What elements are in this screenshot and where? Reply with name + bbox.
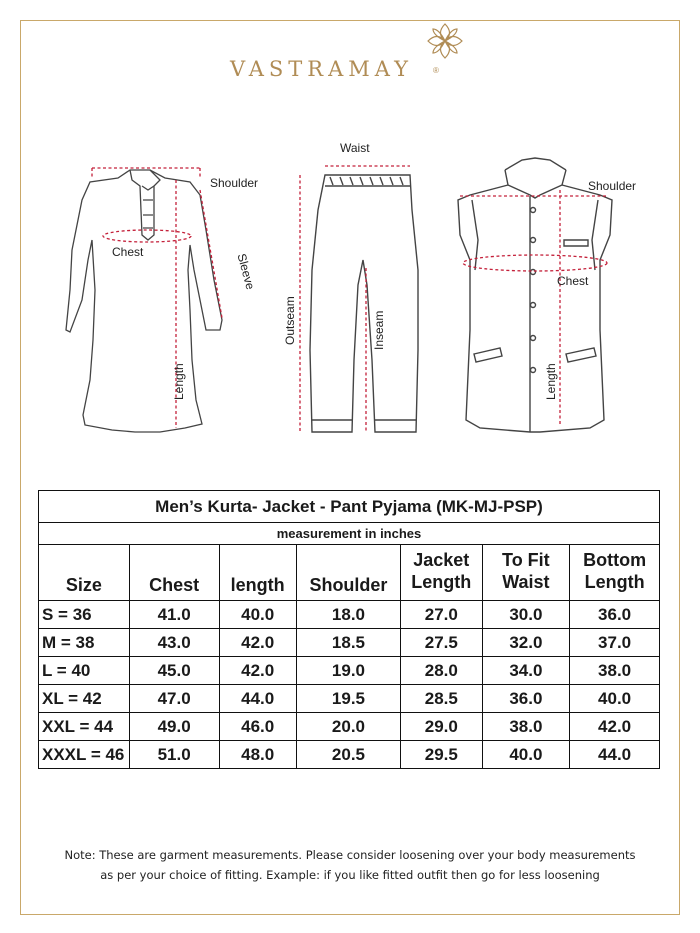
column-header [482,545,570,601]
measurement-cell: 49.0 [129,713,219,741]
measurement-cell: 19.0 [296,657,400,685]
column-header [570,545,660,601]
measurement-cell: 32.0 [482,629,570,657]
measurement-cell: 27.0 [401,601,482,629]
kurta-chest-label: Chest [112,245,144,259]
measurement-cell: 42.0 [570,713,660,741]
jacket-length-label: Length [544,363,558,400]
column-header-line1: Jacket [413,549,470,570]
measurement-cell: 30.0 [482,601,570,629]
column-header-line2: Length [584,571,645,592]
size-cell: XXXL = 46 [39,741,130,769]
column-header [129,545,219,601]
measurement-cell: 43.0 [129,629,219,657]
column-header [219,545,296,601]
measurement-cell: 37.0 [570,629,660,657]
table-title: Men’s Kurta- Jacket - Pant Pyjama (MK-MJ-PSP) [39,491,660,523]
note-line-1: Note: These are garment measurements. Please consider loosening over your body measurements [64,848,636,862]
kurta-shoulder-label: Shoulder [210,176,259,190]
column-header [296,545,400,601]
measurement-cell: 46.0 [219,713,296,741]
measurement-cell: 44.0 [219,685,296,713]
pant-diagram [310,175,418,432]
measurement-cell: 40.0 [570,685,660,713]
measurement-cell: 18.5 [296,629,400,657]
fitting-note [36,845,664,885]
measurement-cell: 27.5 [401,629,482,657]
measurement-cell: 36.0 [482,685,570,713]
column-header [401,545,482,601]
table-header-row [39,545,660,601]
measurement-cell: 29.5 [401,741,482,769]
measurement-cell: 36.0 [570,601,660,629]
size-cell: XL = 42 [39,685,130,713]
measurement-cell: 41.0 [129,601,219,629]
measurement-cell: 29.0 [401,713,482,741]
pant-waist-label: Waist [340,141,370,155]
measurement-cell: 42.0 [219,657,296,685]
column-header-line1: To Fit [502,549,550,570]
brand-name: VASTRAMAY [230,57,413,81]
registered-mark: ® [433,66,439,75]
measurement-cell: 40.0 [482,741,570,769]
garment-diagrams [0,0,700,460]
jacket-diagram [458,158,612,432]
table-row [39,629,660,657]
jacket-shoulder-label: Shoulder [588,179,637,193]
measurement-cell: 19.5 [296,685,400,713]
measurement-cell: 20.0 [296,713,400,741]
measurement-cell: 48.0 [219,741,296,769]
table-row [39,601,660,629]
column-header-line2: Chest [149,575,200,595]
kurta-diagram [66,170,222,432]
measurement-cell: 47.0 [129,685,219,713]
column-header-line1: Bottom [583,549,647,570]
size-chart-table [38,490,660,769]
column-header-line2: Size [65,575,102,595]
kurta-length-label: Length [172,363,186,400]
size-cell: S = 36 [39,601,130,629]
measurement-cell: 28.5 [401,685,482,713]
table-row [39,657,660,685]
measurement-cell: 38.0 [482,713,570,741]
table-row [39,713,660,741]
column-header [39,545,130,601]
measurement-cell: 38.0 [570,657,660,685]
jacket-chest-label: Chest [557,274,589,288]
column-header-line2: length [230,575,285,595]
column-header-line2: Length [411,571,472,592]
column-header-line2: Shoulder [309,575,388,595]
measurement-cell: 40.0 [219,601,296,629]
measurement-cell: 20.5 [296,741,400,769]
pant-inseam-label: Inseam [372,310,386,350]
measurement-cell: 18.0 [296,601,400,629]
size-cell: L = 40 [39,657,130,685]
pant-outseam-label: Outseam [283,296,297,345]
size-cell: XXL = 44 [39,713,130,741]
measurement-cell: 42.0 [219,629,296,657]
measurement-cell: 44.0 [570,741,660,769]
measurement-cell: 34.0 [482,657,570,685]
kurta-sleeve-label: Sleeve [234,252,258,292]
measurement-cell: 45.0 [129,657,219,685]
measurement-cell: 28.0 [401,657,482,685]
column-header-line2: Waist [502,571,550,592]
table-row [39,685,660,713]
table-row [39,741,660,769]
size-cell: M = 38 [39,629,130,657]
note-line-2: as per your choice of fitting. Example: if you like fitted outfit then go for less loosening [100,868,600,882]
table-subtitle: measurement in inches [39,523,660,545]
measurement-cell: 51.0 [129,741,219,769]
